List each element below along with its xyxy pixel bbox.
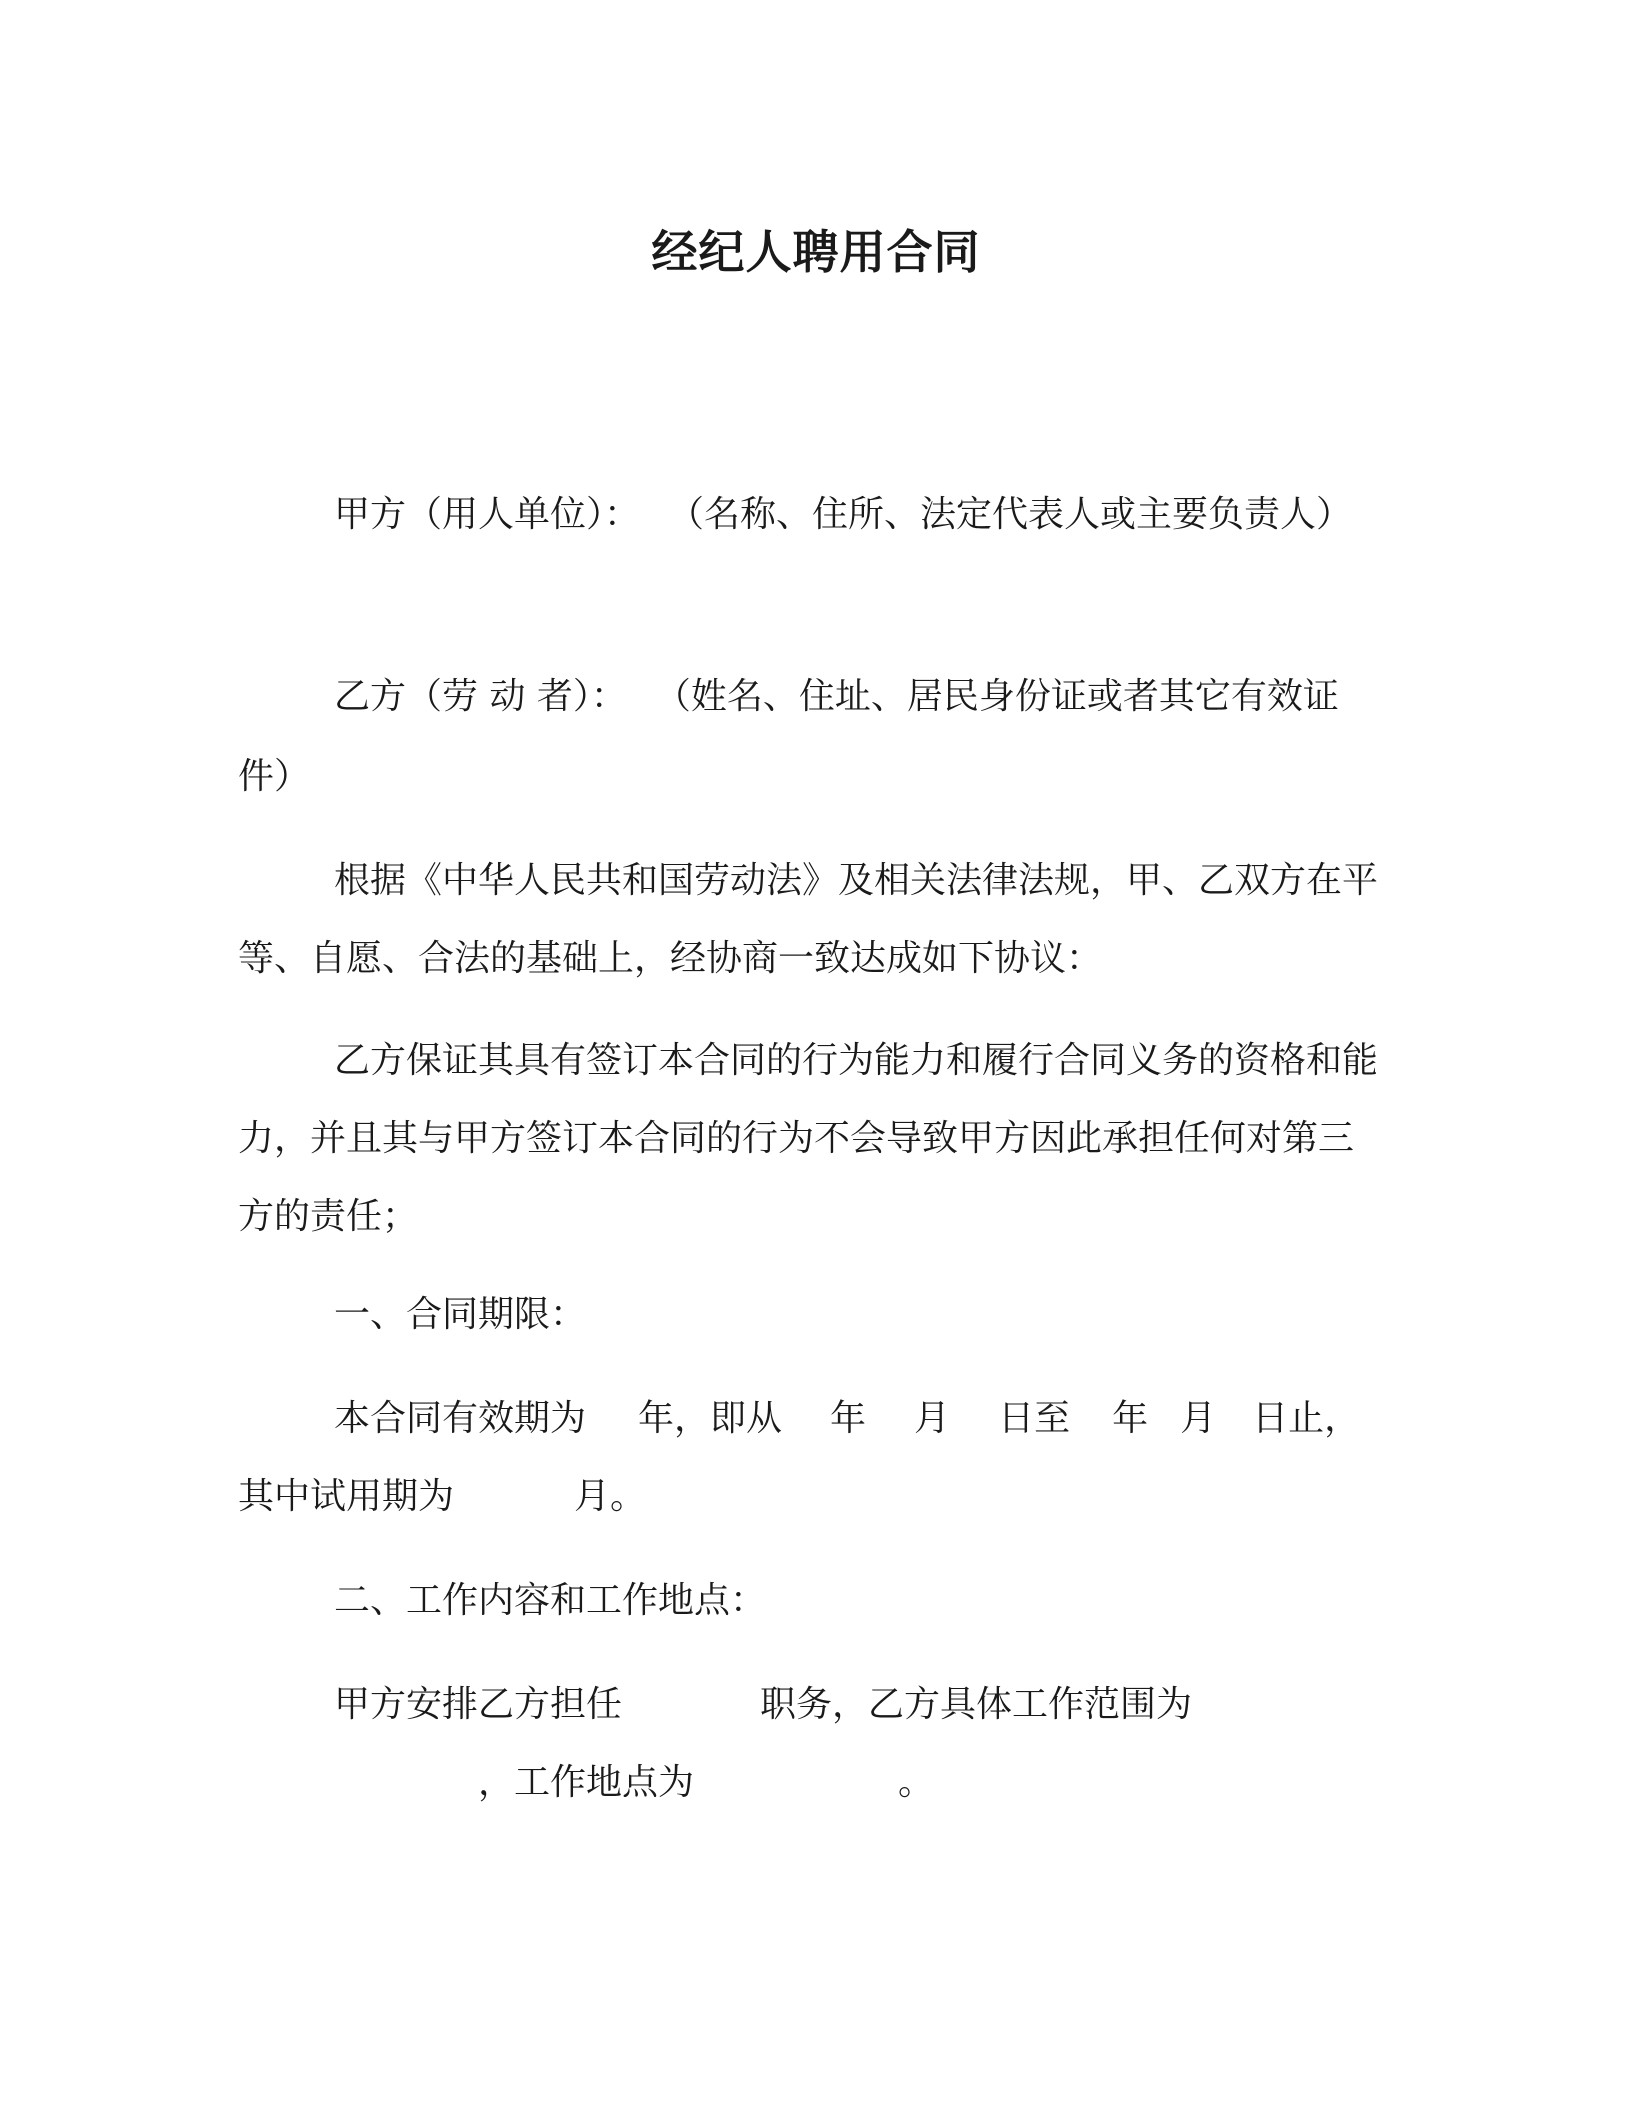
preamble-paragraph: 根据《中华人民共和国劳动法》及相关法律法规，甲、乙双方在平等、自愿、合法的基础上，经协商一致达成如下协议：: [238, 860, 1379, 979]
party-a-line: [334, 490, 1352, 540]
start-year-label: 年: [830, 1398, 867, 1439]
work-scope-label: 职务，乙方具体工作范围为: [760, 1684, 1193, 1725]
position-label: 甲方安排乙方担任: [334, 1684, 623, 1725]
term-label: 本合同有效期为: [334, 1398, 587, 1439]
document-title: 经纪人聘用合同: [651, 225, 981, 279]
probation-month-label: 月。: [574, 1476, 647, 1517]
work-location-label: ，工作地点为: [478, 1762, 695, 1803]
section-1-heading: 一、合同期限：: [334, 1294, 587, 1335]
party-b-value: （姓名、住址、居民身份证或者其它有效证: [654, 676, 1339, 717]
work-location-end: 。: [898, 1762, 935, 1803]
party-b-value-continued: 件）: [238, 756, 311, 797]
work-location-line: [478, 1758, 934, 1808]
section-2-heading: 二、工作内容和工作地点：: [334, 1580, 767, 1621]
probation-line: [238, 1472, 646, 1522]
end-month-label: 月: [1180, 1398, 1217, 1439]
contract-term-line: [334, 1394, 1360, 1444]
start-day-label: 日至: [998, 1398, 1071, 1439]
party-b-label: 乙方（劳 动 者）：: [334, 676, 627, 717]
term-years-label: 年，即从: [638, 1398, 783, 1439]
probation-label: 其中试用期为: [238, 1476, 455, 1517]
end-year-label: 年: [1112, 1398, 1149, 1439]
job-position-line: [334, 1680, 1192, 1730]
party-a-label: 甲方（用人单位）：: [334, 494, 641, 535]
end-day-label: 日止，: [1252, 1398, 1361, 1439]
start-month-label: 月: [914, 1398, 951, 1439]
party-b-line: [334, 672, 1339, 722]
party-a-value: （名称、住所、法定代表人或主要负责人）: [668, 494, 1353, 535]
guarantee-paragraph: 乙方保证其具有签订本合同的行为能力和履行合同义务的资格和能力，并且其与甲方签订本合同的行为不会导致甲方因此承担任何对第三方的责任；: [238, 1040, 1379, 1237]
